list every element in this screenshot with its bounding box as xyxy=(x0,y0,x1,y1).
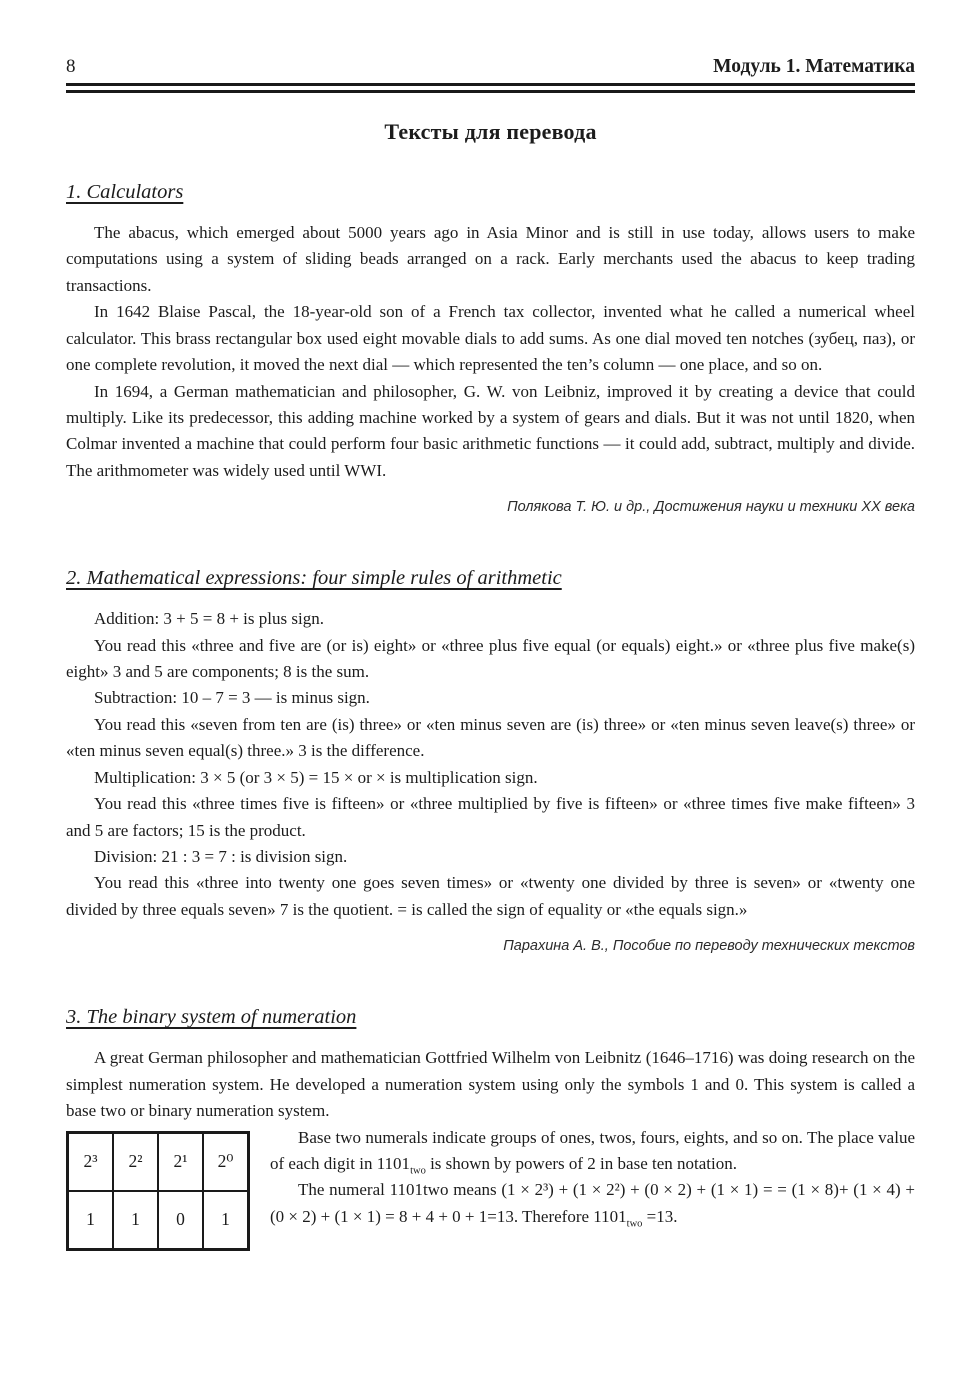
table-cell: 1 xyxy=(68,1191,114,1250)
source-citation: Полякова Т. Ю. и др., Достижения науки и техники XX века xyxy=(507,499,915,516)
paragraph: You read this «seven from ten are (is) three» or «ten minus seven are (is) three» or «ten minus seven leave(s) three» or «ten minus seven equal(s) three.» 3 is the difference. xyxy=(66,714,915,761)
table-cell: 2⁰ xyxy=(203,1132,249,1191)
binary-section-body xyxy=(66,1125,915,1259)
paragraph: Division: 21 : 3 = 7 : is division sign. xyxy=(94,847,348,867)
paragraph: The abacus, which emerged about 5000 years ago in Asia Minor and is still in use today, allows users to make computations using a system of sliding beads arranged on a rack. Early merchants used the abacus to keep trading transactions. xyxy=(66,223,915,295)
section-heading-math-expressions xyxy=(66,567,915,590)
paragraph-text: is shown by powers of 2 in base ten notation. xyxy=(425,1153,737,1173)
paragraph: A great German philosopher and mathematician Gottfried Wilhelm von Leibnitz (1646–1716) was doing research on the simplest numeration system. He developed a numeration system using only the symbols 1 and 0. This system is called a base two or binary numeration system. xyxy=(66,1048,915,1121)
table-cell: 1 xyxy=(203,1191,249,1250)
subscript-two: two xyxy=(626,1218,643,1230)
section-heading-binary-system xyxy=(66,1006,915,1029)
paragraph: You read this «three and five are (or is) eight» or «three plus five equal (or equals) eight.» or «three plus five make(s) eight» 3 and 5 are components; 8 is the sum. xyxy=(66,635,915,682)
paragraph-text: Base two numerals indicate groups of ones, twos, fours, eights, and so on. The place value of each digit in 1101 xyxy=(270,1127,915,1173)
paragraph: You read this «three times five is fifteen» or «three multiplied by five is fifteen» or «three times five make fifteen» 3 and 5 are factors; 15 is the product. xyxy=(66,794,915,840)
table-cell: 2¹ xyxy=(158,1132,203,1191)
page-title: Тексты для перевода xyxy=(384,119,597,144)
binary-place-value-table xyxy=(66,1131,250,1251)
section-heading-text: 1. Calculators xyxy=(66,181,184,203)
paragraph: In 1694, a German mathematician and philosopher, G. W. von Leibniz, improved it by creating a device that could multiply. Like its predecessor, this adding machine worked by a system of gears and dials. But it was not until 1820, when Colmar invented a machine that could perform four basic arithmetic functions — it could add, subtract, multiply and divide. The arithmometer was widely used until WWI. xyxy=(66,381,915,480)
header-double-rule xyxy=(66,83,915,93)
section-heading-text: 2. Mathematical expressions: four simple rules of arithmetic xyxy=(66,567,562,590)
table-cell: 1 xyxy=(113,1191,158,1250)
paragraph: Addition: 3 + 5 = 8 + is plus sign. xyxy=(94,609,324,629)
table-row-digits xyxy=(68,1191,249,1250)
paragraph: In 1642 Blaise Pascal, the 18-year-old son of a French tax collector, invented what he called a numerical wheel calculator. This brass rectangular box used eight movable dials to add sums. As one dial moved ten notches (зубец, паз), or one complete revolution, it moved the next dial — which represented the ten’s column — one place, and so on. xyxy=(66,302,915,375)
paragraph-text: The numeral 1101two means (1 × 2³) + (1 × 2²) + (0 × 2) + (1 × 1) = = (1 × 8)+ (1 × 4) + (0 × 2) + (1 × 1) = 8 + 4 + 0 + 1=13. Therefore 1101 xyxy=(270,1180,915,1226)
table-cell: 0 xyxy=(158,1191,203,1250)
paragraph: Multiplication: 3 × 5 (or 3 × 5) = 15 × or × is multiplication sign. xyxy=(94,767,538,787)
paragraph: Subtraction: 10 – 7 = 3 — is minus sign. xyxy=(94,688,370,708)
paragraph-text: =13. xyxy=(642,1206,678,1226)
page-number: 8 xyxy=(66,56,76,77)
table-cell: 2² xyxy=(113,1132,158,1191)
source-citation: Парахина А. В., Пособие по переводу технических текстов xyxy=(503,938,915,955)
table-row-powers xyxy=(68,1132,249,1191)
page-header xyxy=(66,56,915,78)
paragraph: You read this «three into twenty one goes seven times» or «twenty one divided by three is seven» or «twenty one divided by three equals seven» 7 is the quotient. = is called the sign of equality or «the equals sign.» xyxy=(66,873,915,919)
running-header-title: Модуль 1. Математика xyxy=(713,56,915,77)
section-heading-calculators xyxy=(66,181,915,204)
section-heading-text: 3. The binary system of numeration xyxy=(66,1006,357,1029)
subscript-two: two xyxy=(410,1165,426,1177)
table-cell: 2³ xyxy=(68,1132,114,1191)
